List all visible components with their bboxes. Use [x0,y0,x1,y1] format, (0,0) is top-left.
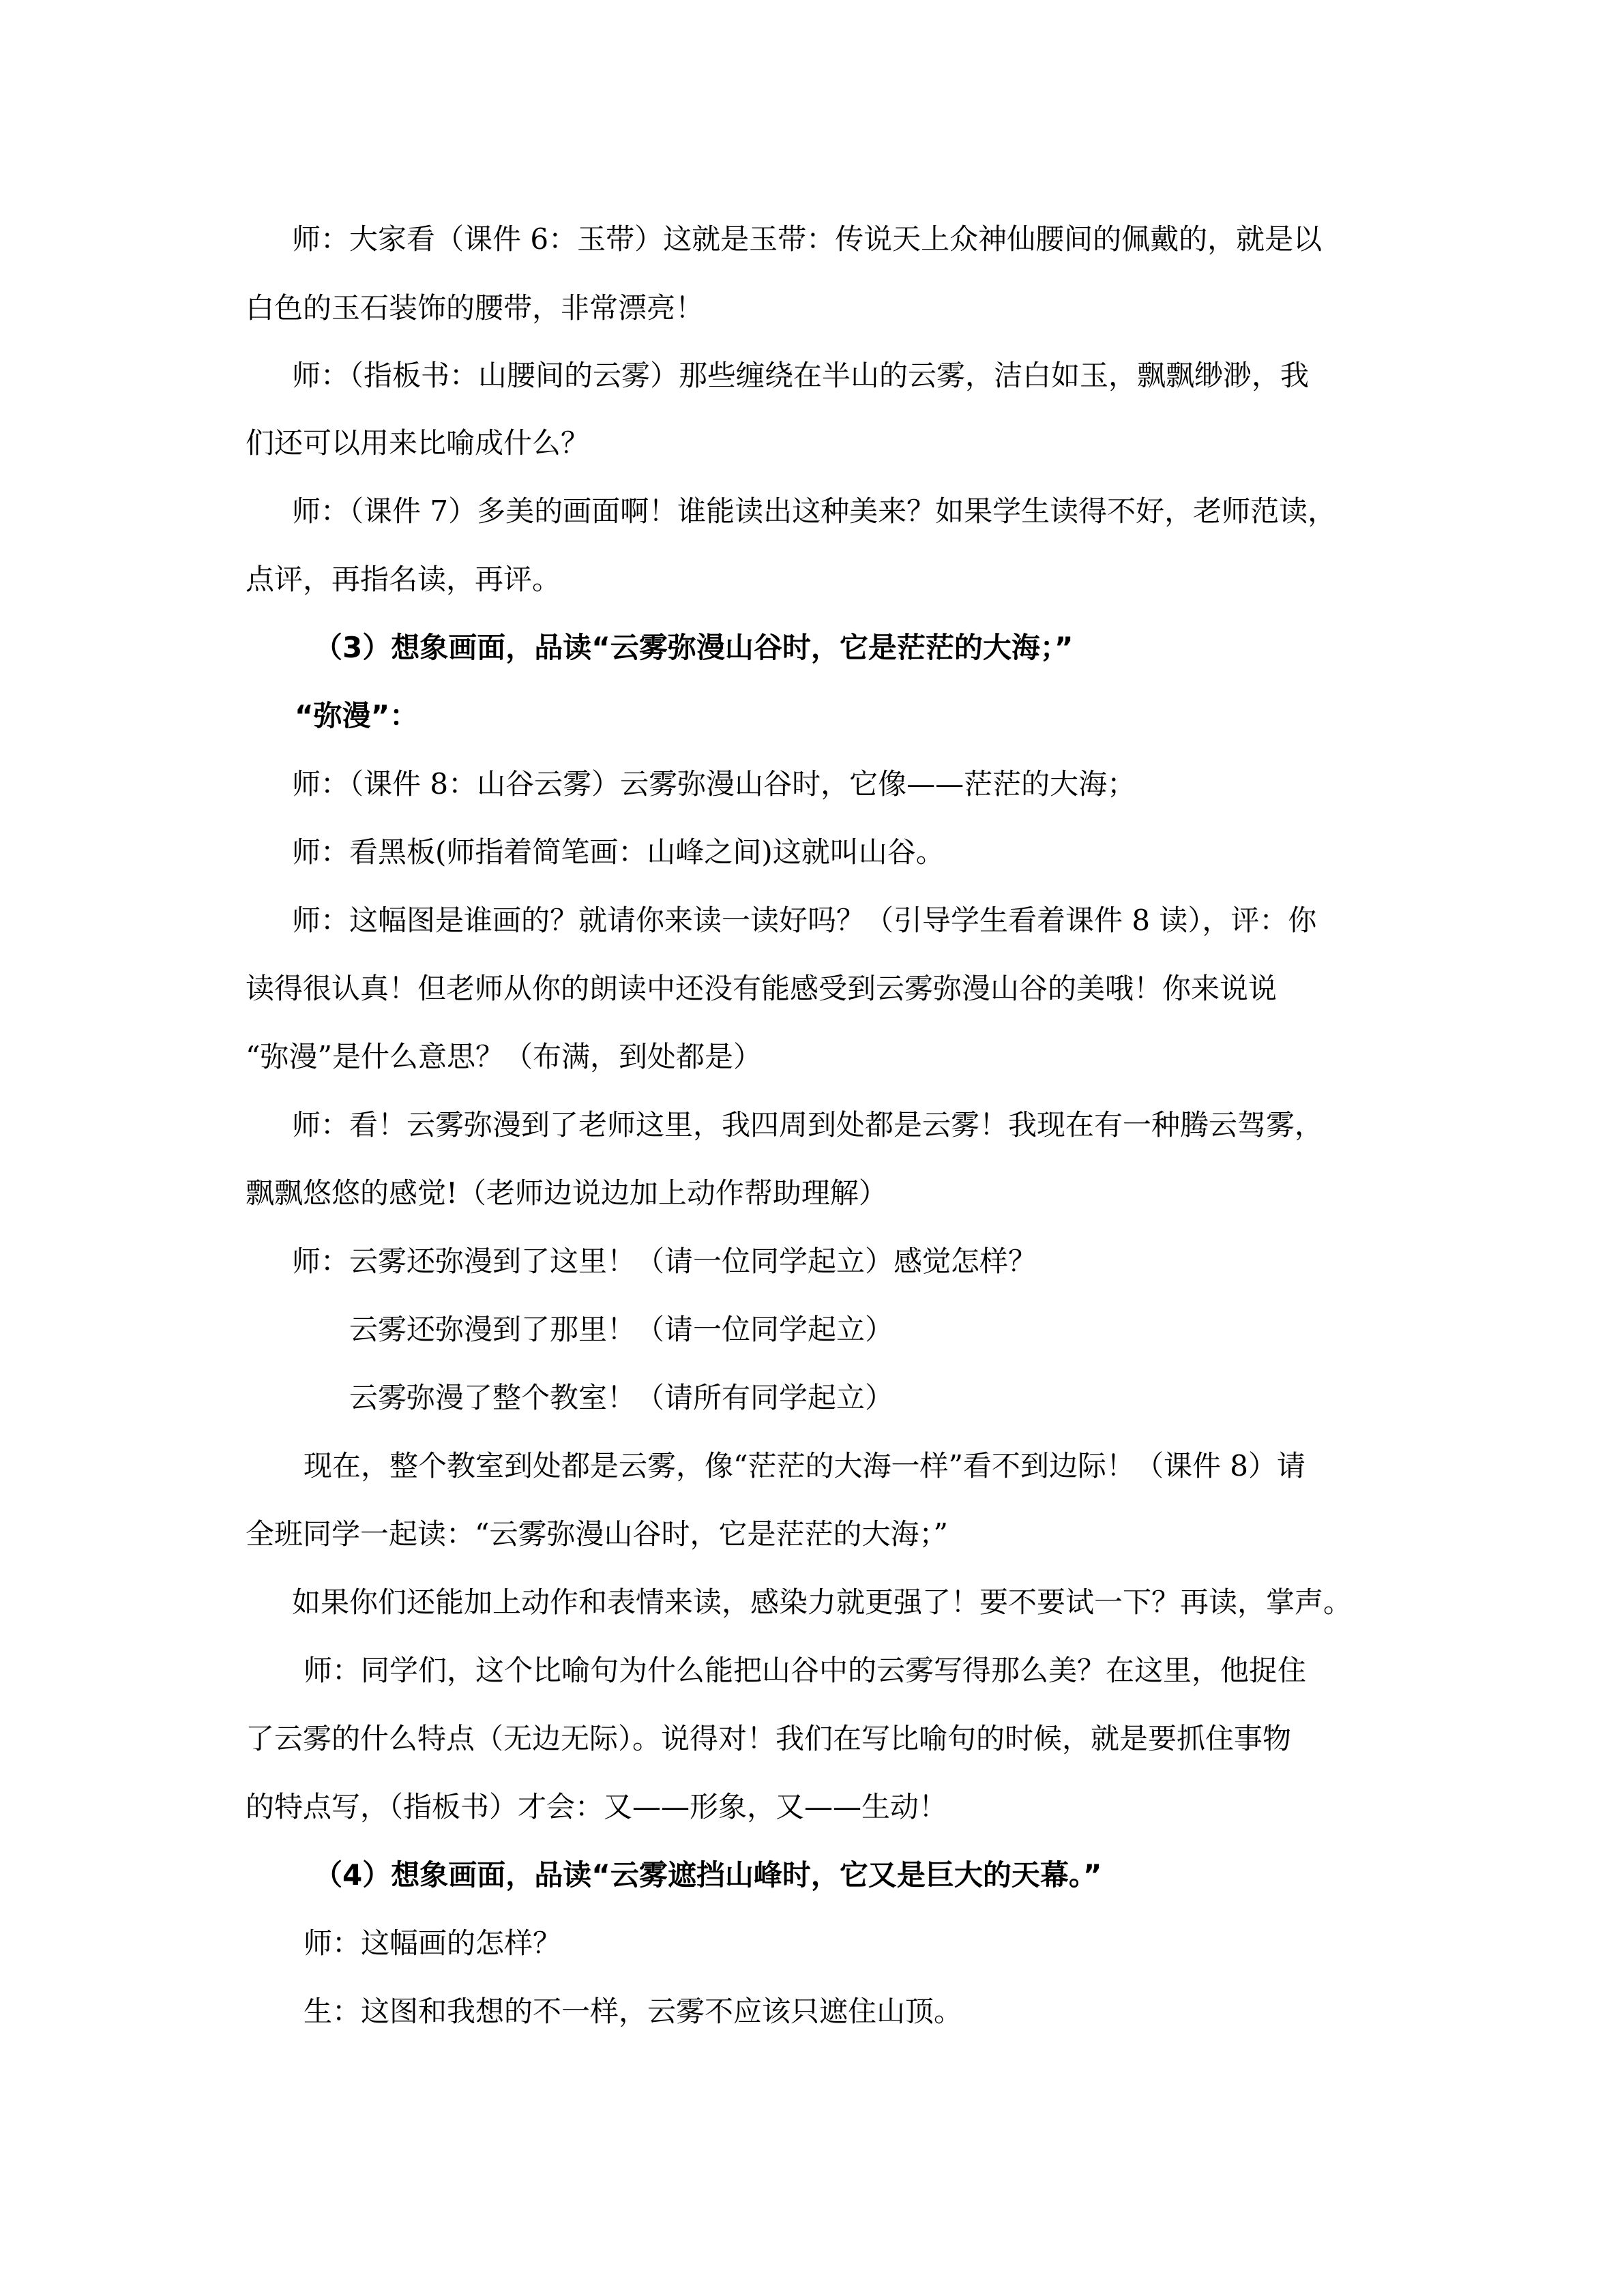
paragraph-line: 师：这幅图是谁画的？就请你来读一读好吗？（引导学生看着课件 8 读），评：你 [292,904,1317,937]
paragraph-line: 师：同学们，这个比喻句为什么能把山谷中的云雾写得那么美？在这里，他捉住 [304,1654,1307,1687]
paragraph-line: 现在，整个教室到处都是云雾，像“茫茫的大海一样”看不到边际！（课件 8）请 [304,1449,1306,1482]
paragraph-line: 师：云雾还弥漫到了这里！（请一位同学起立）感觉怎样？ [292,1244,1037,1278]
paragraph-line: 师：（课件 7）多美的画面啊！谁能读出这种美来？如果学生读得不好，老师范读， [292,494,1337,528]
paragraph-line: 师：看！云雾弥漫到了老师这里，我四周到处都是云雾！我现在有一种腾云驾雾， [292,1108,1324,1142]
paragraph-line: 了云雾的什么特点（无边无际）。说得对！我们在写比喻句的时候，就是要抓住事物 [246,1722,1292,1755]
paragraph-line: 读得很认真！但老师从你的朗读中还没有能感受到云雾弥漫山谷的美哦！你来说说 [246,972,1278,1005]
paragraph-line: 师：大家看（课件 6：玉带）这就是玉带：传说天上众神仙腰间的佩戴的，就是以 [292,222,1323,256]
paragraph-line: 云雾弥漫了整个教室！（请所有同学起立） [349,1381,894,1414]
paragraph-line: 师：这幅画的怎样？ [304,1926,562,1960]
section-heading: （4）想象画面，品读“云雾遮挡山峰时，它又是巨大的天幕。” [314,1858,1102,1892]
paragraph-line: 全班同学一起读：“云雾弥漫山谷时，它是茫茫的大海；” [246,1517,948,1551]
paragraph-line: 点评，再指名读，再评。 [246,563,561,596]
paragraph-line: 师：看黑板(师指着简笔画：山峰之间)这就叫山谷。 [292,835,945,869]
paragraph-line: 师：（指板书：山腰间的云雾）那些缠绕在半山的云雾，洁白如玉，飘飘缈渺，我 [292,359,1310,392]
term-heading: “弥漫”： [295,699,419,732]
section-heading: （3）想象画面，品读“云雾弥漫山谷时，它是茫茫的大海；” [314,631,1074,664]
paragraph-line: 飘飘悠悠的感觉!（老师边说边加上动作帮助理解） [246,1176,887,1210]
paragraph-line: 的特点写，（指板书）才会：又——形象，又——生动！ [246,1790,948,1823]
paragraph-line: 如果你们还能加上动作和表情来读，感染力就更强了！要不要试一下？再读，掌声。 [292,1585,1353,1619]
paragraph-line: 生：这图和我想的不一样，云雾不应该只遮住山顶。 [304,1995,963,2028]
paragraph-line: 白色的玉石装饰的腰带，非常漂亮！ [246,291,705,325]
paragraph-line: “弥漫”是什么意思？（布满，到处都是） [246,1040,762,1073]
paragraph-line: 们还可以用来比喻成什么？ [246,426,590,460]
paragraph-line: 云雾还弥漫到了那里！（请一位同学起立） [349,1313,894,1346]
paragraph-line: 师：（课件 8：山谷云雾）云雾弥漫山谷时，它像——茫茫的大海； [292,767,1136,801]
